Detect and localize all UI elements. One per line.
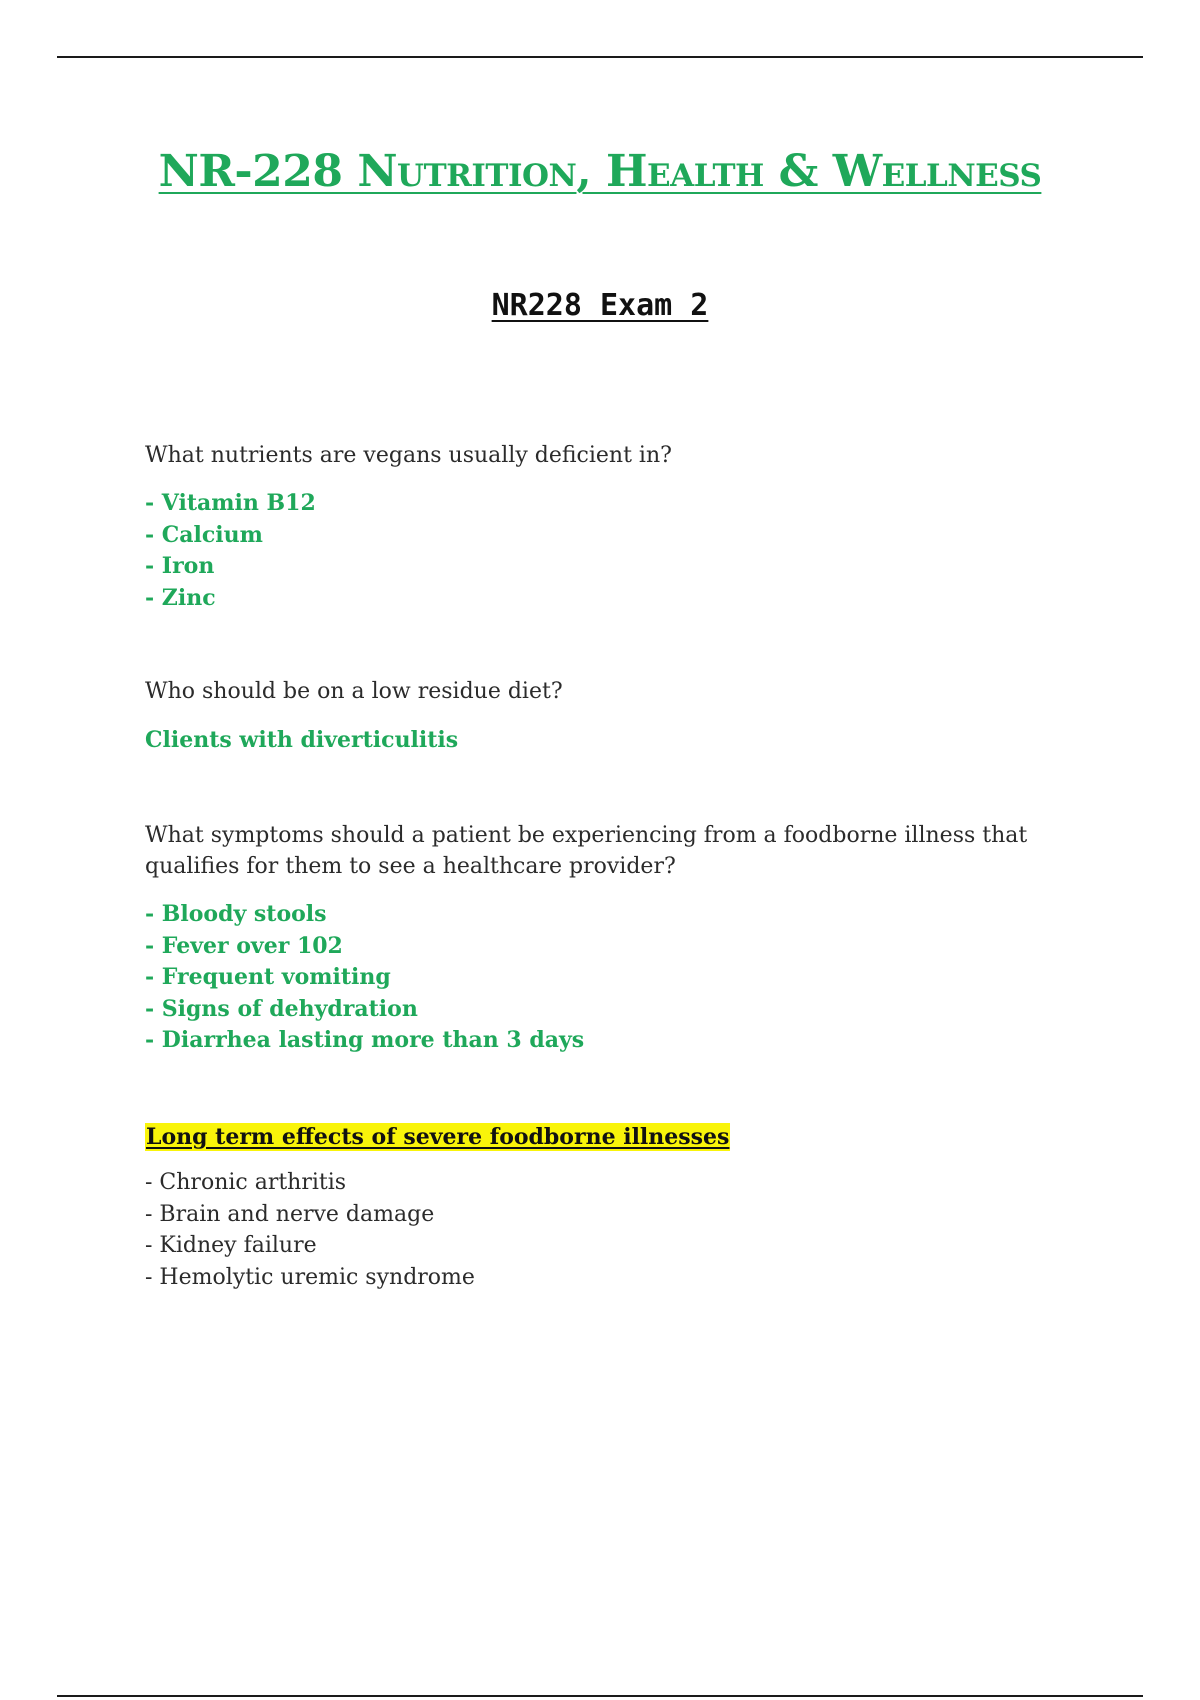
answer-item: - Vitamin B12 (145, 490, 316, 516)
document-title (0, 146, 1200, 197)
qa-section-foodborne-symptoms (145, 820, 1065, 1057)
header-rule (57, 56, 1143, 58)
answer-item: - Calcium (145, 521, 263, 548)
list-item: - Chronic arthritis (145, 1170, 347, 1195)
section-long-term-effects (145, 1123, 1065, 1293)
list-item: - Hemolytic uremic syndrome (145, 1264, 475, 1290)
question-text: What symptoms should a patient be experiencing from a foodborne illness that qualifies for them to see a healthcare provider? (145, 823, 1028, 879)
answer-item: - Frequent vomiting (145, 964, 391, 990)
list-item: - Kidney failure (145, 1233, 317, 1258)
question-text: What nutrients are vegans usually deficient in? (145, 443, 672, 468)
answer-item: - Iron (145, 553, 215, 579)
answer-list (145, 899, 1065, 1057)
question-text: Who should be on a low residue diet? (145, 679, 563, 704)
answer-text: Clients with diverticulitis (145, 727, 459, 753)
answer-list (145, 488, 1065, 614)
answer-item: - Fever over 102 (145, 932, 343, 959)
footer-rule (57, 1695, 1143, 1697)
answer-item: - Bloody stools (145, 901, 327, 927)
answer-item: - Signs of dehydration (145, 995, 418, 1022)
qa-section-vegan-nutrients (145, 440, 1065, 614)
answer-item: - Diarrhea lasting more than 3 days (145, 1027, 585, 1053)
effects-list (145, 1167, 1065, 1293)
document-subtitle-text: NR228 Exam 2 (491, 288, 709, 323)
section-heading: Long term effects of severe foodborne illnesses (146, 1124, 730, 1150)
document-subtitle (0, 288, 1200, 323)
qa-section-low-residue (145, 676, 1065, 756)
document-title-text: NR-228 Nutrition, Health & Wellness (158, 146, 1042, 197)
answer-item: - Zinc (145, 584, 216, 611)
list-item: - Brain and nerve damage (145, 1201, 435, 1227)
